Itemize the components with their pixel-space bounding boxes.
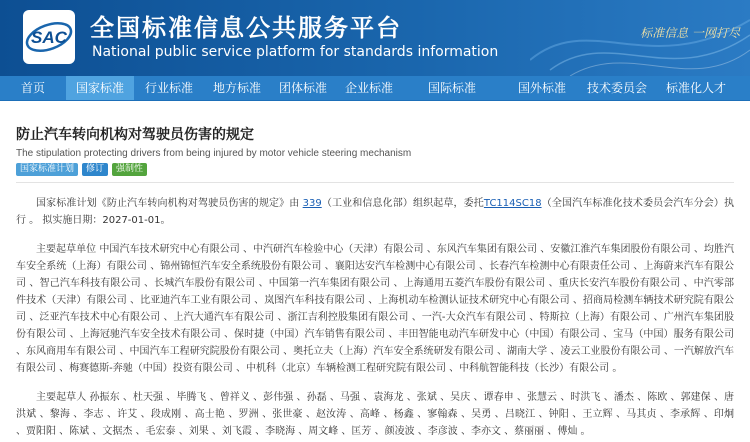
nav-item-international-standards[interactable]: 国际标准 xyxy=(427,81,476,95)
nav-item-enterprise-standards[interactable]: 企业标准 xyxy=(344,81,393,95)
standard-english-title: The stipulation protecting drivers from being injured by motor vehicle steering mechanism xyxy=(16,148,412,159)
nav-item-industry-standards[interactable]: 行业标准 xyxy=(144,81,193,95)
site-slogan: 标准信息 一网打尽 xyxy=(640,26,740,40)
nav-item-national-standards[interactable]: 国家标准 xyxy=(66,76,134,100)
tag-revision: 修订 xyxy=(82,163,108,176)
sac-logo-icon[interactable] xyxy=(22,9,76,65)
tag-mandatory: 强制性 xyxy=(112,163,147,176)
nav-item-foreign-standards[interactable]: 国外标准 xyxy=(517,81,566,95)
technical-committee-link[interactable]: TC114SC18 xyxy=(483,198,542,209)
nav-item-home[interactable]: 首页 xyxy=(20,81,45,95)
drafters-paragraph: 主要起草人 孙振东 、杜天强 、毕腾飞 、曾祥义 、彭伟强 、孙磊 、马强 、袁海龙 、张斌 、吴庆 、谭春申 、张慧云 、时洪飞 、潘杰 、陈欧 、郭建保 、唐洪斌 、黎海 、李志 、许艾 、段成刚 、高士艳 、罗洲 、张世豪 、赵汝涛 、高峰 、杨鑫 、寥翰森 、吴勇 、吕晓江 、钟阳 、王立辉 、马其贞 、李承辉 、印炯 、贾阳阳 、陈斌 、文据杰 、毛宏泰 、刘果 、刘飞霞 、李晓海 、周文峰 、匡芳 、颜凌波 、李彦波 、李亦文 、蔡丽丽 、傅灿 。 xyxy=(16,392,734,437)
site-title: 全国标准信息公共服务平台 xyxy=(90,14,402,42)
standard-tags xyxy=(16,163,734,176)
ministry-code-link[interactable]: 339 xyxy=(302,198,322,209)
standard-title: 防止汽车转向机构对驾驶员伤害的规定 xyxy=(16,127,254,143)
tag-plan: 国家标准计划 xyxy=(16,163,78,176)
divider xyxy=(16,182,734,183)
logo-text: SAC xyxy=(31,28,67,47)
nav-item-technical-committees[interactable]: 技术委员会 xyxy=(586,81,647,95)
site-header xyxy=(0,0,750,76)
main-content xyxy=(0,124,750,440)
site-subtitle: National public service platform for standards information xyxy=(92,44,499,60)
plan-paragraph: 国家标准计划《防止汽车转向机构对驾驶员伤害的规定》由 339（工业和信息化部）组织起草，委托TC114SC18（全国汽车标准化技术委员会汽车分会）执行 。 拟实施日期：2027-01-01。 xyxy=(16,198,735,226)
nav-item-group-standards[interactable]: 团体标准 xyxy=(278,81,327,95)
nav-item-local-standards[interactable]: 地方标准 xyxy=(212,81,261,95)
main-nav xyxy=(0,76,750,101)
nav-item-standardization-talent[interactable]: 标准化人才 xyxy=(665,81,726,95)
drafting-units-paragraph: 主要起草单位 中国汽车技术研究中心有限公司 、中汽研汽车检验中心（天津）有限公司 、东风汽车集团有限公司 、安徽江淮汽车集团股份有限公司 、均胜汽车安全系统（上海）有限公司 、锦州锦恒汽车安全系统股份有限公司 、襄阳达安汽车检测中心有限公司 、长春汽车检测中心有限责任公司 、上海蔚来汽车有限公司 、智己汽车科技有限公司 、长城汽车股份有限公司 、中国第一汽车集团有限公司 、上海通用五菱汽车股份有限公司 、重庆长安汽车股份有限公司 、中汽零部件技术（天津）有限公司 、比亚迪汽车工业有限公司 、岚图汽车科技有限公司 、上海机动车检测认证技术研究中心有限公司 、招商局检测车辆技术研究院有限公司 、泛亚汽车技术中心有限公司 、上汽大通汽车有限公司 、浙江吉利控股集团有限公司 、一汽-大众汽车有限公司 、特斯拉（上海）有限公司 、广州汽车集团股份有限公司 、上海冠驰汽车安全技术有限公司 、保时捷（中国）汽车销售有限公司 、丰田智能电动汽车研发中心（中国）有限公司 、宝马（中国）服务有限公司 、东风商用车有限公司 、中国汽车工程研究院股份有限公司 、奥托立夫（上海）汽车安全系统研发有限公司 、湖南大学 、凌云工业股份有限公司 、一汽解放汽车有限公司 、梅赛德斯-奔驰（中国）投资有限公司 、中机科（北京）车辆检测工程研究院有限公司 、中科航智能科技（长沙）有限公司 。 xyxy=(16,244,734,374)
